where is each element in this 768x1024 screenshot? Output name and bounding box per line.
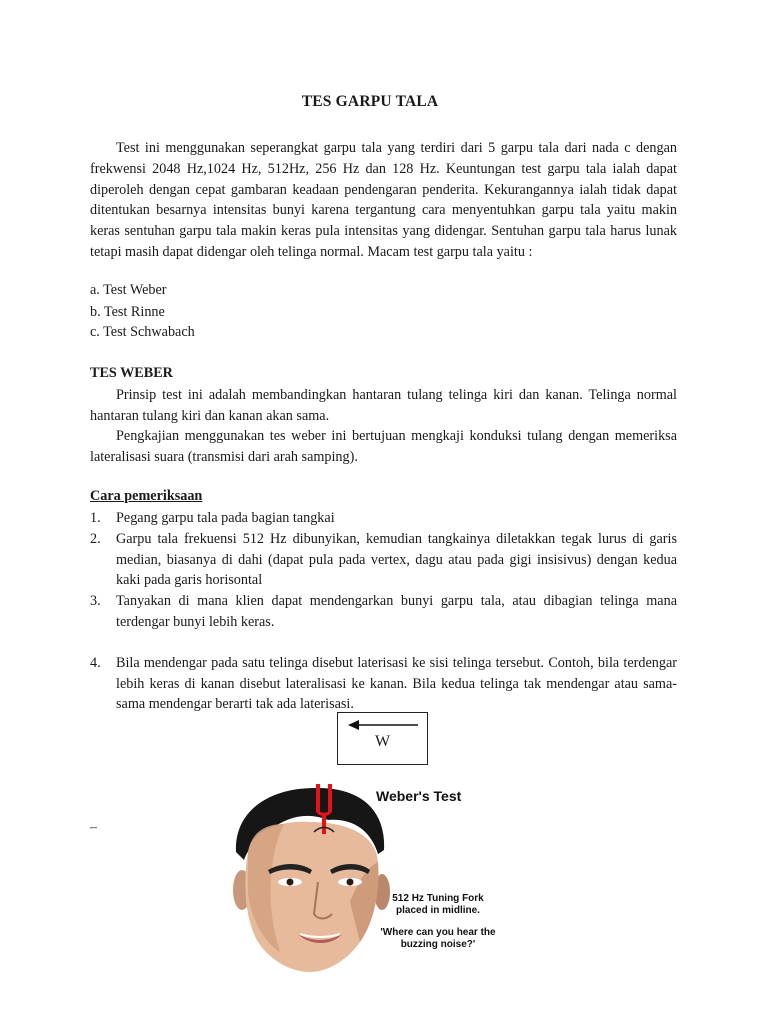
list-number: 1.: [90, 510, 101, 526]
test-type-item: b. Test Rinne: [90, 304, 165, 320]
list-item: [90, 508, 677, 529]
page-title: TES GARPU TALA: [301, 93, 439, 110]
weber-purpose-paragraph: Pengkajian menggunakan tes weber ini bertujuan mengkaji konduksi tulang dengan memeriksa lateralisasi suara (transmisi dari arah samping).: [90, 428, 677, 465]
diagram-label: W: [374, 733, 391, 750]
list-item-text: Bila mendengar pada satu telinga disebut laterisasi ke sisi telinga tersebut. Contoh, bila terdengar lebih keras di kanan disebut lateralisasi ke kanan. Bila kedua telinga tak mendengar atau sama-sama mendengar berarti tak ada laterisasi.: [116, 654, 677, 713]
list-number: 4.: [90, 654, 101, 671]
list-item: [90, 529, 677, 591]
procedure-list: [90, 508, 677, 715]
section-heading-weber: TES WEBER: [90, 365, 173, 381]
intro-paragraph: Test ini menggunakan seperangkat garpu tala yang terdiri dari 5 garpu tala dari nada c dengan frekwensi 2048 Hz,1024 Hz, 512Hz, 256 Hz dan 128 Hz. Keuntungan test garpu tala ialah dapat diperoleh dengan cepat gambaran keadaan pendengaran penderita. Kekurangannya ialah tidak dapat ditentukan besarnya intensitas bunyi karena tergantung cara menyentuhkan garpu tala yaitu makin keras sentuhan garpu tala makin keras pula intensitas yang didengar. Sentuhan garpu tala harus lunak tetapi masih dapat didengar oleh telinga normal. Macam test garpu tala yaitu :: [90, 140, 677, 260]
procedure-heading: Cara pemeriksaan: [90, 488, 203, 504]
list-item-text: Tanyakan di mana klien dapat mendengarkan bunyi garpu tala, atau dibagian telinga mana terdengar bunyi lebih keras.: [116, 593, 677, 630]
weber-lateralization-diagram: [337, 712, 428, 765]
list-item-text: Garpu tala frekuensi 512 Hz dibunyikan, kemudian tangkainya diletakkan tegak lurus di garis median, biasanya di dahi (dapat pula pada vertex, dagu atau pada gigi insisivus) dengan kedua kaki pada garis horisontal: [116, 530, 677, 589]
figure-title: Weber's Test: [376, 788, 462, 804]
list-number: 2.: [90, 530, 101, 547]
list-item: [90, 653, 677, 715]
list-item-text: Pegang garpu tala pada bagian tangkai: [116, 510, 335, 526]
figure-question: 'Where can you hear the buzzing noise?': [380, 927, 496, 950]
left-arrow-icon: [348, 719, 420, 731]
weber-principle-paragraph: Prinsip test ini adalah membandingkan hantaran tulang telinga kiri dan kanan. Telinga normal hantaran tulang kiri dan kanan akan sama.: [90, 387, 677, 424]
figure-caption: 512 Hz Tuning Fork placed in midline.: [392, 893, 484, 916]
test-type-item: c. Test Schwabach: [90, 324, 195, 340]
list-item: [90, 591, 677, 633]
test-type-item: a. Test Weber: [90, 282, 167, 298]
stray-dash: –: [90, 820, 97, 835]
list-number: 3.: [90, 593, 101, 610]
